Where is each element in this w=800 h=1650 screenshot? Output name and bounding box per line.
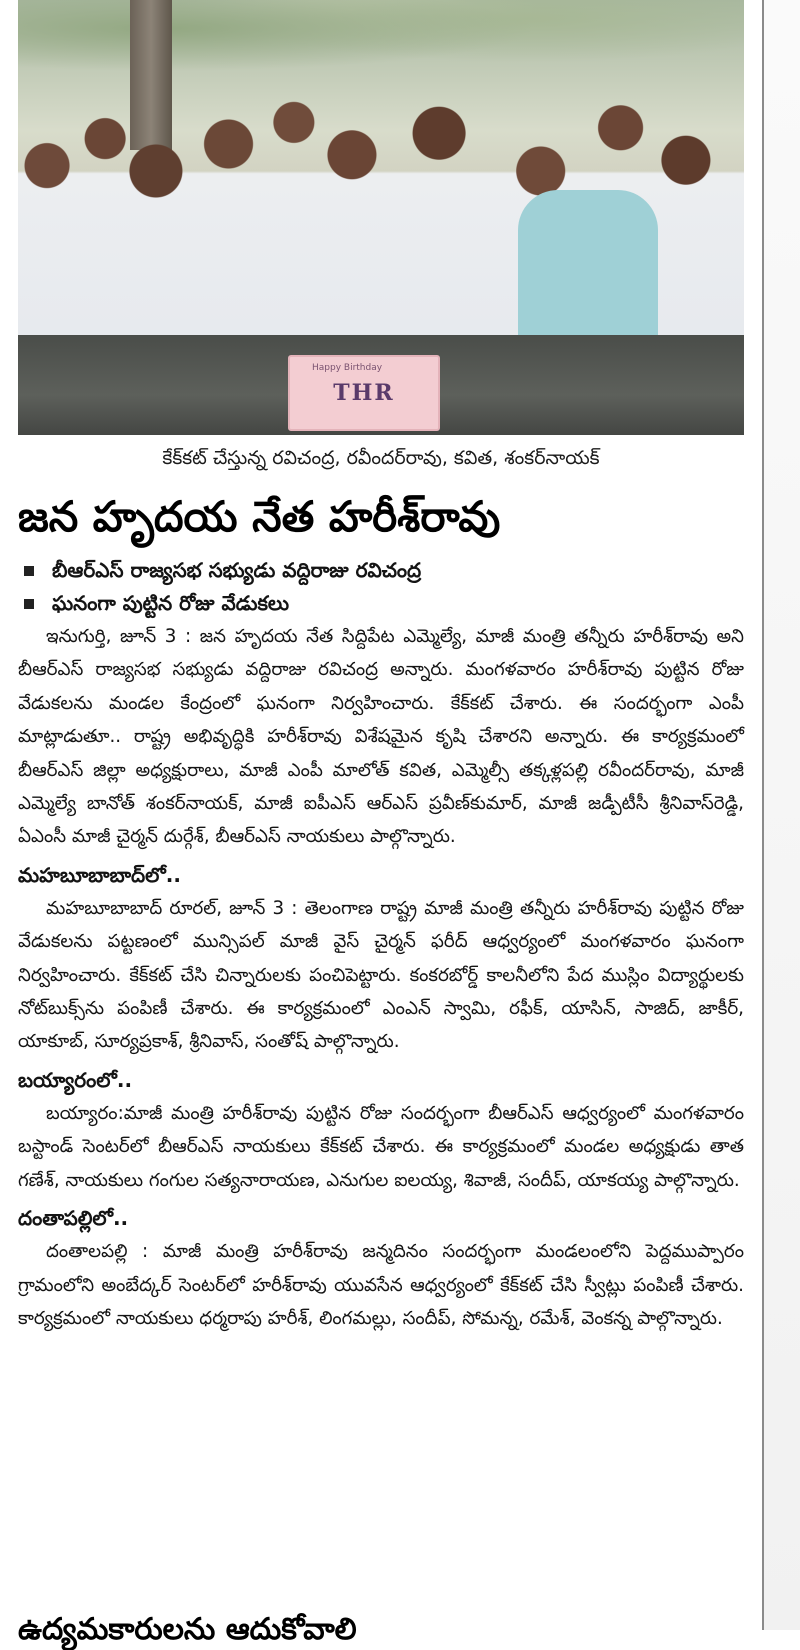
highlight-bullets bbox=[18, 554, 744, 620]
article-paragraph: మహబూబాబాద్ రూరల్, జూన్ 3 : తెలంగాణ రాష్ట్ర మాజీ మంత్రి తన్నీరు హరీశ్‌రావు పుట్టిన రోజు వేడుకలను పట్టణంలో మున్సిపల్ మాజీ వైస్ చైర్మన్ ఫరీద్ ఆధ్వర్యంలో మంగళవారం ఘనంగా నిర్వహించారు. కేక్‌కట్ చేసి చిన్నారులకు పంచిపెట్టారు. కంకరబోర్డ్ కాలనీలోని పేద ముస్లిం విద్యార్థులకు నోట్‌బుక్స్‌ను పంపిణీ చేశారు. ఈ కార్యక్రమంలో ఎంఎన్ స్వామి, రఫీక్, యాసిన్, సాజిద్, జాకీర్, యాకూబ్, సూర్యప్రకాశ్, శ్రీనివాస్, సంతోష్ పాల్గొన్నారు. bbox=[18, 897, 744, 1053]
section-subhead: మహబూబాబాద్‌లో.. bbox=[18, 862, 181, 887]
section-subhead: బయ్యారంలో.. bbox=[18, 1067, 133, 1092]
bullet-item bbox=[18, 587, 744, 620]
section-subhead: దంతాపల్లిలో.. bbox=[18, 1206, 129, 1231]
bullet-item bbox=[18, 554, 744, 587]
photo-cake bbox=[288, 355, 440, 431]
article-paragraph: బయ్యారం:మాజీ మంత్రి హరీశ్‌రావు పుట్టిన రోజు సందర్భంగా బీఆర్ఎస్ ఆధ్వర్యంలో మంగళవారం బస్టాండ్ సెంటర్‌లో బీఆర్ఎస్ నాయకులు కేక్‌కట్ చేశారు. ఈ కార్యక్రమంలో మండల అధ్యక్షుడు తాత గణేశ్, నాయకులు గంగుల సత్యనారాయణ, ఎనుగుల ఐలయ్య, శివాజీ, సందీప్, యాకయ్య పాల్గొన్నారు. bbox=[18, 1102, 744, 1191]
square-bullet-icon bbox=[24, 599, 34, 609]
cake-text: THR bbox=[333, 380, 395, 406]
photo-figure bbox=[518, 190, 658, 350]
photo-foliage bbox=[18, 0, 744, 95]
article-headline: జన హృదయ నేత హరీశ్‌రావు bbox=[18, 492, 501, 541]
news-photo bbox=[18, 0, 744, 435]
cake-small-text: Happy Birthday bbox=[312, 363, 383, 373]
news-article bbox=[18, 0, 744, 1335]
adjacent-column bbox=[764, 0, 800, 1630]
article-paragraph: దంతాలపల్లి : మాజీ మంత్రి హరీశ్‌రావు జన్మదినం సందర్భంగా మండలంలోని పెద్దముప్పారం గ్రామంలోని అంబేద్కర్ సెంటర్‌లో హరీశ్‌రావు యువసేన ఆధ్వర్యంలో కేక్‌కట్ చేసి స్వీట్లు పంపిణీ చేశారు. కార్యక్రమంలో నాయకులు ధర్మరాపు హరీశ్, లింగమల్లు, సందీప్, సోమన్న, రమేశ్, వెంకన్న పాల్గొన్నారు. bbox=[18, 1241, 744, 1329]
square-bullet-icon bbox=[24, 566, 34, 576]
article-paragraph: ఇనుగుర్తి, జూన్ 3 : జన హృదయ నేత సిద్దిపేట ఎమ్మెల్యే, మాజీ మంత్రి తన్నీరు హరీశ్‌రావు అని బీఆర్ఎస్ రాజ్యసభ సభ్యుడు వద్దిరాజు రవిచంద్ర అన్నారు. మంగళవారం హరీశ్‌రావు పుట్టిన రోజు వేడుకలను మండల కేంద్రంలో ఘనంగా నిర్వహించారు. కేక్‌కట్ చేశారు. ఈ సందర్భంగా ఎంపీ మాట్లాడుతూ.. రాష్ట్ర అభివృద్ధికి హరీశ్‌రావు విశేషమైన కృషి చేశారని అన్నారు. ఈ కార్యక్రమంలో బీఆర్ఎస్ జిల్లా అధ్యక్షురాలు, మాజీ ఎంపీ మాలోత్ కవిత, ఎమ్మెల్సీ తక్కళ్లపల్లి రవీందర్‌రావు, మాజీ ఎమ్మెల్యే బానోత్ శంకర్‌నాయక్, మాజీ ఐపీఎస్ ఆర్ఎస్ ప్రవీణ్‌కుమార్, మాజీ జడ్పీటీసీ శ్రీనివాస్‌రెడ్డి, ఏఎంసీ మాజీ చైర్మన్ దుర్గేశ్, బీఆర్ఎస్ నాయకులు పాల్గొన్నారు. bbox=[18, 626, 744, 848]
next-article-headline: ఉద్యమకారులను ఆదుకోవాలి bbox=[18, 1612, 357, 1647]
column-rule bbox=[762, 0, 764, 1630]
bullet-text: ఘనంగా పుట్టిన రోజు వేడుకలు bbox=[52, 591, 289, 615]
photo-caption: కేక్‌కట్ చేస్తున్న రవిచంద్ర, రవీందర్‌రావు, కవిత, శంకర్‌నాయక్ bbox=[162, 447, 600, 469]
bullet-text: బీఆర్ఎస్ రాజ్యసభ సభ్యుడు వద్దిరాజు రవిచంద్ర bbox=[52, 558, 422, 582]
